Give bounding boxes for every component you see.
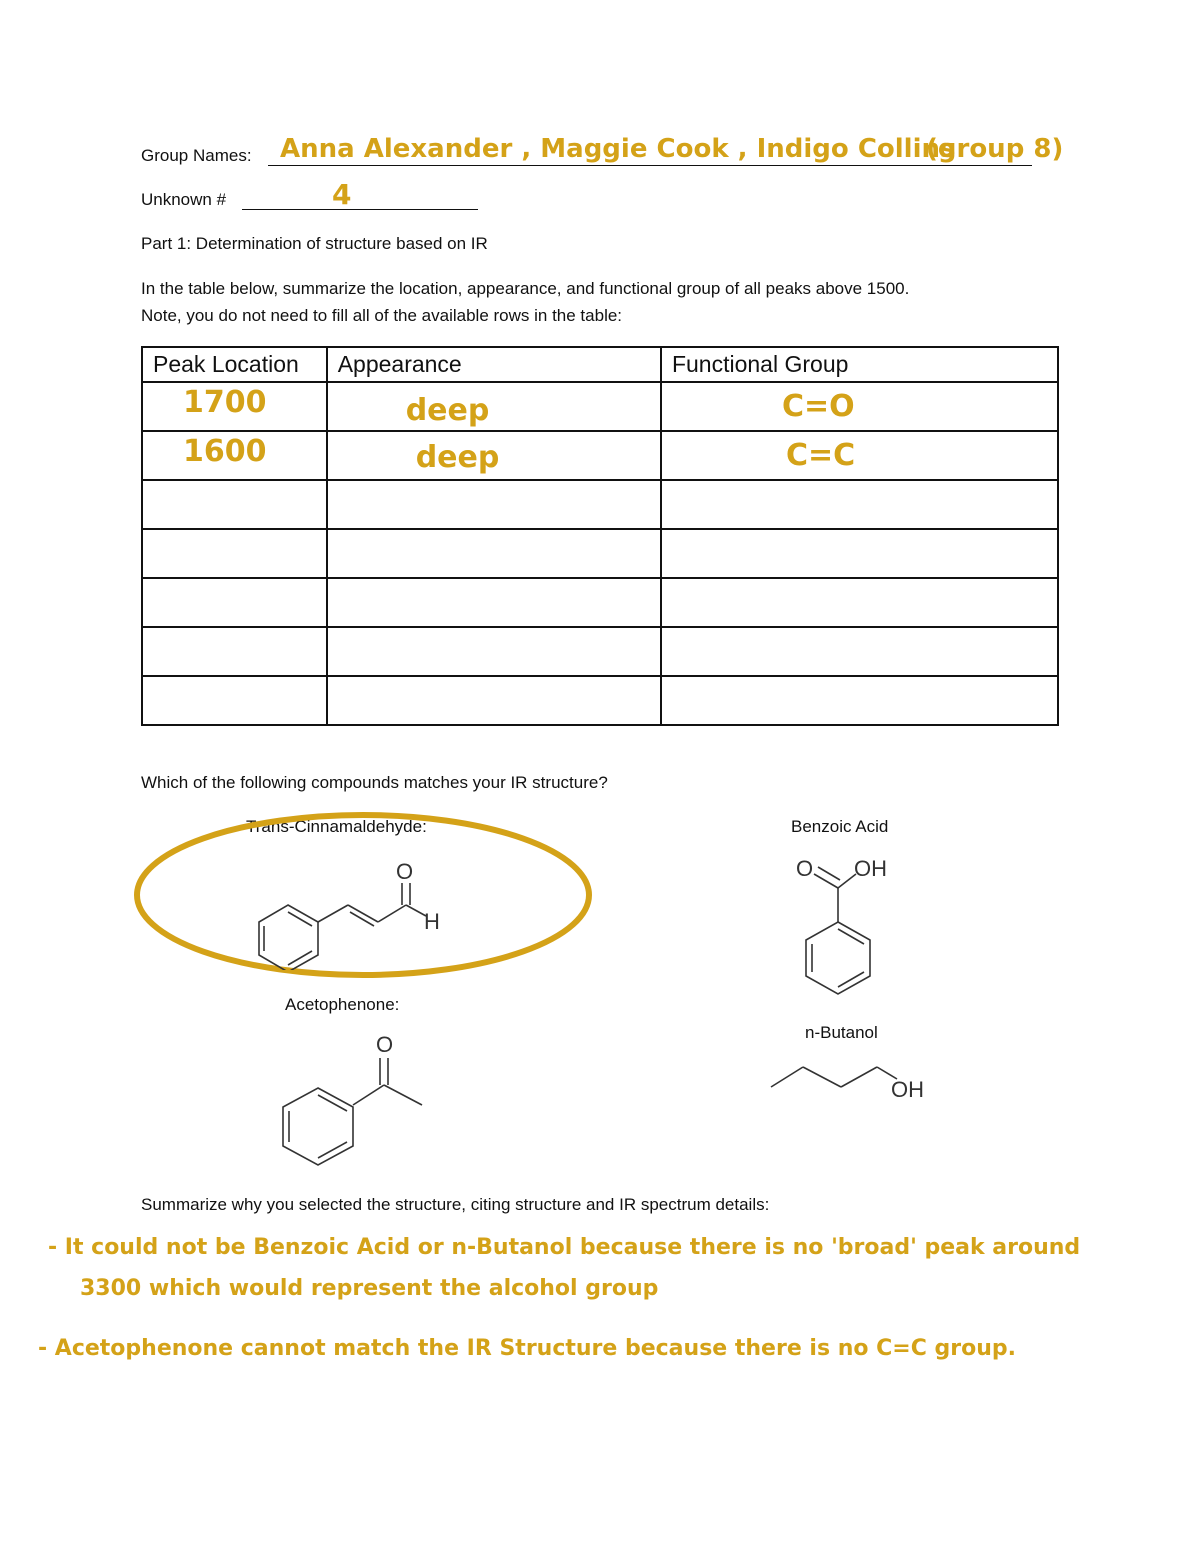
compound-name-acetophenone: Acetophenone:: [285, 995, 400, 1014]
peak-cell[interactable]: [142, 480, 327, 529]
appearance-cell[interactable]: [327, 676, 661, 725]
group-names-value[interactable]: Anna Alexander , Maggie Cook , Indigo Collins: [280, 134, 956, 164]
summary-answer-line2[interactable]: 3300 which would represent the alcohol group: [80, 1276, 659, 1301]
benzoic-acid-structure[interactable]: [790, 850, 910, 1000]
group-cell[interactable]: [661, 480, 1058, 529]
acetophenone-structure[interactable]: [275, 1030, 435, 1170]
oxygen-label: O: [796, 856, 814, 881]
oxygen-label: O: [376, 1032, 394, 1057]
group-cell[interactable]: [661, 627, 1058, 676]
group-names-label: Group Names:: [141, 146, 252, 165]
appearance-cell[interactable]: [327, 480, 661, 529]
peak-cell[interactable]: [142, 578, 327, 627]
group-cell[interactable]: [661, 382, 1058, 431]
table-row: [142, 529, 1058, 578]
unknown-label: Unknown #: [141, 190, 227, 209]
header-peak-location: Peak Location: [142, 347, 327, 382]
group-value: C=O: [781, 389, 855, 424]
appearance-cell[interactable]: [327, 529, 661, 578]
group-cell[interactable]: [661, 676, 1058, 725]
table-row: [142, 578, 1058, 627]
benzene-ring: [806, 922, 870, 994]
summary-answer-line3[interactable]: - Acetophenone cannot match the IR Structure because there is no C=C group.: [38, 1336, 1016, 1361]
compound-question: Which of the following compounds matches your IR structure?: [141, 773, 608, 792]
hydroxyl-label: OH: [854, 856, 887, 881]
peak-cell[interactable]: [142, 676, 327, 725]
appearance-value: deep: [415, 440, 500, 475]
cinnamaldehyde-structure[interactable]: [250, 855, 460, 970]
appearance-cell[interactable]: [327, 431, 661, 480]
appearance-cell[interactable]: [327, 382, 661, 431]
table-header-row: [142, 347, 1058, 382]
compound-name-cinnamaldehyde: Trans-Cinnamaldehyde:: [246, 817, 427, 836]
group-names-underline: [268, 165, 1032, 166]
appearance-value: deep: [405, 393, 490, 428]
benzene-ring: [259, 905, 318, 970]
butanol-structure[interactable]: [765, 1055, 935, 1105]
peak-cell[interactable]: [142, 529, 327, 578]
peak-cell[interactable]: [142, 382, 327, 431]
group-cell[interactable]: [661, 529, 1058, 578]
peak-value: 1700: [183, 385, 267, 420]
table-row: [142, 382, 1058, 431]
oxygen-label: O: [396, 859, 414, 884]
summary-answer-line1[interactable]: - It could not be Benzoic Acid or n-Butanol because there is no 'broad' peak around: [48, 1235, 1081, 1260]
instructions-line2: Note, you do not need to fill all of the available rows in the table:: [141, 306, 623, 325]
benzene-ring: [283, 1088, 353, 1165]
hydrogen-label: H: [424, 909, 440, 934]
group-cell[interactable]: [661, 578, 1058, 627]
appearance-cell[interactable]: [327, 627, 661, 676]
ir-peak-table: [141, 346, 1059, 726]
peak-value: 1600: [183, 434, 267, 469]
group-value: C=C: [785, 438, 856, 473]
compound-name-butanol: n-Butanol: [805, 1023, 878, 1042]
header-functional-group: Functional Group: [661, 347, 1058, 382]
instructions-line1: In the table below, summarize the location, appearance, and functional group of all peaks above 1500.: [141, 279, 910, 298]
peak-cell[interactable]: [142, 627, 327, 676]
compound-name-benzoic-acid: Benzoic Acid: [791, 817, 889, 836]
group-cell[interactable]: [661, 431, 1058, 480]
summary-prompt: Summarize why you selected the structure, citing structure and IR spectrum details:: [141, 1195, 770, 1214]
unknown-underline: [242, 209, 478, 210]
table-row: [142, 627, 1058, 676]
table-row: [142, 480, 1058, 529]
group-number[interactable]: (group 8): [926, 134, 1064, 164]
table-row: [142, 431, 1058, 480]
header-appearance: Appearance: [327, 347, 661, 382]
table-row: [142, 676, 1058, 725]
part1-title: Part 1: Determination of structure based on IR: [141, 234, 488, 253]
hydroxyl-label: OH: [891, 1077, 924, 1102]
appearance-cell[interactable]: [327, 578, 661, 627]
peak-cell[interactable]: [142, 431, 327, 480]
unknown-value[interactable]: 4: [332, 178, 352, 211]
